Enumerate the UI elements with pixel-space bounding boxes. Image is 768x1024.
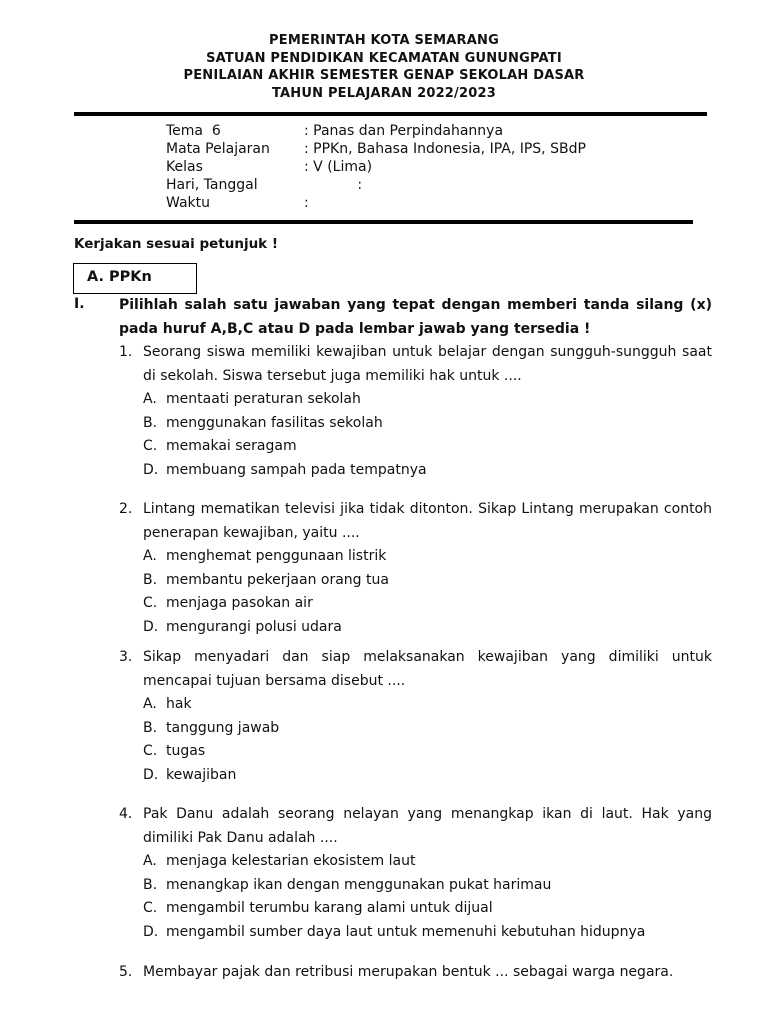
answer-option (143, 874, 712, 898)
info-value: : (304, 177, 363, 193)
option-text: menghemat penggunaan listrik (166, 548, 387, 564)
part-numeral: I. (74, 296, 85, 312)
option-letter: C. (143, 595, 158, 611)
question-text: Membayar pajak dan retribusi merupakan bentuk ... sebagai warga negara. (143, 964, 674, 980)
answer-option (143, 850, 712, 874)
option-letter: A. (143, 696, 157, 712)
document-header (0, 32, 768, 102)
answer-option (143, 693, 712, 717)
header-line-government: PEMERINTAH KOTA SEMARANG (269, 33, 499, 48)
question-5 (119, 961, 712, 985)
option-letter: D. (143, 766, 159, 783)
question-text: Lintang mematikan televisi jika tidak ditonton. Sikap Lintang merupakan contoh penerapan kewajiban, yaitu .... (143, 501, 712, 541)
answer-option (143, 459, 712, 483)
question-number: 1. (119, 344, 133, 360)
info-value: : Panas dan Perpindahannya (304, 123, 504, 139)
option-text: mengambil sumber daya laut untuk memenuhi kebutuhan hidupnya (166, 923, 646, 940)
info-label: Waktu (166, 195, 210, 211)
option-letter: D. (143, 618, 159, 635)
section-title-box (73, 263, 197, 294)
answer-option (143, 592, 712, 616)
question-3 (119, 646, 712, 787)
option-text: tugas (166, 743, 206, 759)
question-text: Seorang siswa memiliki kewajiban untuk belajar dengan sungguh-sungguh saat di sekolah. Siswa tersebut juga memiliki hak untuk .... (143, 344, 712, 384)
info-label: Mata Pelajaran (166, 141, 270, 157)
header-divider-top (74, 112, 707, 116)
option-text: mentaati peraturan sekolah (166, 391, 361, 407)
answer-option (143, 921, 712, 945)
header-line-school-year: TAHUN PELAJARAN 2022/2023 (271, 85, 496, 101)
answer-option (143, 740, 712, 764)
answer-option (143, 412, 712, 436)
option-letter: B. (143, 876, 158, 893)
question-4 (119, 803, 712, 944)
option-text: tanggung jawab (166, 719, 280, 736)
info-label: Hari, Tanggal (166, 177, 258, 193)
info-label: Kelas (166, 159, 203, 175)
option-text: hak (166, 696, 192, 712)
option-text: menjaga kelestarian ekosistem laut (166, 853, 416, 869)
question-text: Pak Danu adalah seorang nelayan yang menangkap ikan di laut. Hak yang dimiliki Pak Danu adalah .... (143, 806, 712, 846)
option-letter: B. (143, 719, 158, 736)
answer-option (143, 435, 712, 459)
part-directive: Pilihlah salah satu jawaban yang tepat dengan memberi tanda silang (x) pada huruf A,B,C atau D pada lembar jawab yang tersedia ! (119, 297, 712, 337)
section-title: A. PPKn (87, 269, 152, 285)
option-text: kewajiban (166, 766, 237, 783)
info-value: : (304, 195, 309, 211)
answer-option (143, 388, 712, 412)
option-letter: A. (143, 853, 157, 869)
option-letter: A. (143, 391, 157, 407)
question-text: Sikap menyadari dan siap melaksanakan kewajiban yang dimiliki untuk mencapai tujuan bersama disebut .... (143, 649, 712, 689)
question-number: 5. (119, 964, 133, 980)
info-value: : PPKn, Bahasa Indonesia, IPA, IPS, SBdP (304, 141, 586, 157)
option-text: memakai seragam (166, 438, 297, 454)
option-letter: D. (143, 461, 159, 478)
option-letter: A. (143, 548, 157, 564)
answer-option (143, 897, 712, 921)
header-line-education-unit: SATUAN PENDIDIKAN KECAMATAN GUNUNGPATI (206, 50, 562, 66)
question-number: 2. (119, 501, 133, 517)
option-letter: D. (143, 923, 159, 940)
option-text: mengurangi polusi udara (166, 618, 342, 635)
option-text: menangkap ikan dengan menggunakan pukat harimau (166, 876, 552, 893)
option-letter: B. (143, 571, 158, 588)
option-letter: C. (143, 438, 158, 454)
header-line-exam-name: PENILAIAN AKHIR SEMESTER GENAP SEKOLAH DASAR (183, 68, 585, 83)
general-instruction: Kerjakan sesuai petunjuk ! (74, 236, 279, 252)
answer-option (143, 764, 712, 788)
answer-option (143, 569, 712, 593)
option-letter: C. (143, 743, 158, 759)
option-text: mengambil terumbu karang alami untuk dijual (166, 900, 493, 916)
option-text: membantu pekerjaan orang tua (166, 571, 389, 588)
question-number: 3. (119, 649, 133, 665)
answer-option (143, 616, 712, 640)
option-text: menjaga pasokan air (166, 595, 313, 611)
answer-option (143, 717, 712, 741)
question-1 (119, 341, 712, 482)
question-2 (119, 498, 712, 639)
option-letter: C. (143, 900, 158, 916)
option-letter: B. (143, 414, 158, 431)
answer-option (143, 545, 712, 569)
option-text: membuang sampah pada tempatnya (166, 461, 427, 478)
question-number: 4. (119, 806, 133, 822)
option-text: menggunakan fasilitas sekolah (166, 414, 383, 431)
info-value: : V (Lima) (304, 159, 373, 175)
header-divider-bottom (74, 220, 693, 224)
info-label: Tema 6 (166, 123, 221, 139)
